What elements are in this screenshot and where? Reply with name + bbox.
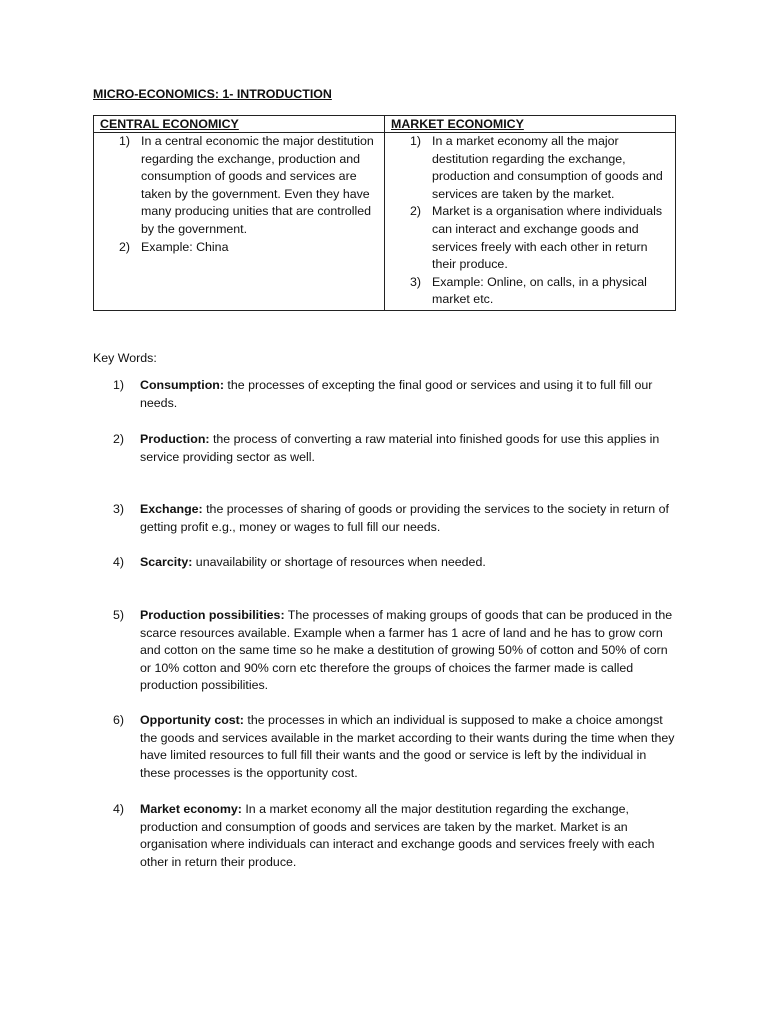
keywords-heading: Key Words:: [93, 351, 157, 365]
item-text: In a central economic the major destitution regarding the exchange, production and consumption of goods and services are taken by the government. Even they have many producing unities that are controlled by the government.: [141, 134, 374, 236]
keyword-number: 2): [113, 432, 125, 446]
page-title: MICRO-ECONOMICS: 1- INTRODUCTION: [93, 87, 332, 101]
keyword-number: 6): [113, 713, 125, 727]
keyword-definition: the processes of excepting the final good or services and using it to full fill our needs.: [140, 378, 653, 410]
keyword-number: 1): [113, 378, 125, 392]
item-number: 2): [118, 239, 130, 254]
document-page: [93, 86, 678, 311]
item-number: 2): [409, 204, 421, 219]
keyword-term: Market economy:: [140, 802, 242, 816]
keyword-item: [113, 607, 678, 695]
keyword-item: [113, 377, 678, 412]
header-market-economy: MARKET ECONOMICY: [385, 116, 676, 133]
keyword-term: Opportunity cost:: [140, 713, 244, 727]
comparison-table: [93, 115, 676, 311]
keyword-item: [113, 554, 678, 572]
keyword-item: [113, 431, 678, 466]
item-text: In a market economy all the major destitution regarding the exchange, production and consumption of goods and services are taken by the market.: [432, 134, 663, 201]
keyword-definition: unavailability or shortage of resources when needed.: [192, 555, 486, 569]
keyword-term: Exchange:: [140, 502, 203, 516]
market-economy-cell: [385, 133, 676, 311]
keyword-definition: the processes of sharing of goods or providing the services to the society in return of getting profit e.g., money or wages to full fill our needs.: [140, 502, 669, 534]
list-item: [100, 133, 376, 239]
keyword-term: Scarcity:: [140, 555, 193, 569]
item-text: Example: China: [141, 239, 229, 254]
keyword-definition: The processes of making groups of goods that can be produced in the scarce resources available. Example when a farmer has 1 acre of land and he has to grow corn and cotton on the same time so he make a destitution of growing 50% of cotton and 50% of corn or 10% cotton and 90% corn etc therefore the groups of choices the farmer made is called production possibilities.: [140, 608, 673, 693]
item-number: 1): [409, 134, 421, 148]
keyword-number: 4): [113, 555, 125, 569]
keyword-item: [113, 801, 678, 871]
list-item: [391, 133, 667, 203]
table-header-row: [94, 116, 676, 133]
keyword-definition: the process of converting a raw material into finished goods for use this applies in service providing sector as well.: [140, 432, 660, 464]
list-item: [391, 274, 667, 309]
item-number: 1): [118, 134, 130, 148]
item-number: 3): [409, 274, 421, 289]
table-row: [94, 133, 676, 311]
keyword-term: Production:: [140, 432, 210, 446]
keyword-item: [113, 501, 678, 536]
header-central-economy: CENTRAL ECONOMICY: [94, 116, 385, 133]
keyword-number: 5): [113, 608, 125, 622]
keyword-term: Production possibilities:: [140, 608, 285, 622]
item-text: Example: Online, on calls, in a physical market etc.: [432, 274, 647, 307]
keyword-definition: the processes in which an individual is supposed to make a choice amongst the goods and services available in the market according to their wants during the time when they have limited resources to full fill their wants and the good or service is left by the individual in these processes is the opportunity cost.: [140, 713, 675, 780]
keyword-term: Consumption:: [140, 378, 224, 392]
keyword-definition: In a market economy all the major destitution regarding the exchange, production and consumption of goods and services are taken by the market. Market is an organisation where individuals can interact and exchange goods and services freely with each other in return their produce.: [140, 802, 655, 869]
keyword-number: 3): [113, 502, 125, 516]
item-text: Market is a organisation where individuals can interact and exchange goods and services freely with each other in return their produce.: [432, 204, 663, 272]
central-economy-cell: [94, 133, 385, 311]
keyword-number: 4): [113, 802, 125, 816]
list-item: [100, 239, 376, 257]
list-item: [391, 203, 667, 273]
keyword-item: [113, 712, 678, 782]
